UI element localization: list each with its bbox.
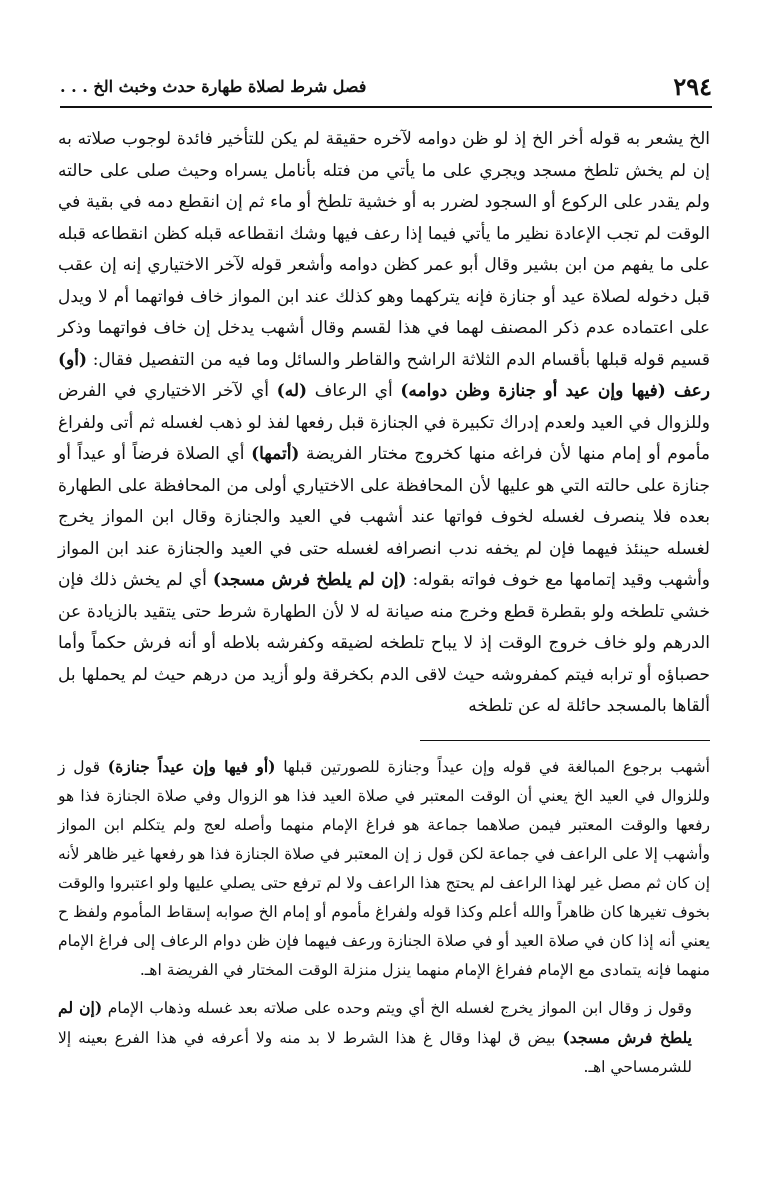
matn-quote: (إن لم يلطخ فرش مسجد) xyxy=(212,570,407,590)
text-run: قول ز وللزوال في العيد الخ يعني أن الوقت المعتبر في صلاة العيد فذا هو الزوال وفي صلاة الجنازة فذا هو رفعها والوقت المعتبر فيمن صلاهما جماعة هو فراغ الإمام منهما وأصله لعج ولم يتكلم ابن المواز وأشهب إلا على الراعف في جماعة لكن قول ز إن المعتبر في صلاة الجنازة فذا هو رفعها غير ظاهر لأنه إن كان ثم مصل غير لهذا الراعف لم يحتج هذا الراعف ولا لم ترفع حتى يصلي عليها ولو اعتبروا والوقت بخوف تغيرها كان ظاهراً والله أعلم وكذا قوله ولفراغ مأموم أو إمام الخ صوابه إسقاط المأموم ولفظ ح يعني أنه إذا كان في صلاة العيد أو في صلاة الجنازة ورعف فيهما فإن ظن دوام الرعاف إلى فراغ الإمام منهما فإنه يتمادى مع الإمام ففراغ الإمام منهما ينزل منزلة الوقت المختار في الفريضة اهـ. xyxy=(58,758,710,979)
matn-quote: (أو) رعف (فيها وإن عيد أو جنازة وظن دوامه) xyxy=(58,349,710,401)
matn-quote: (أو فيها وإن عيداً جنازة) xyxy=(107,757,276,776)
page-header xyxy=(60,70,712,110)
text-run: أشهب برجوع المبالغة في قوله وإن عيداً وجنازة للصورتين قبلها xyxy=(275,758,710,776)
text-run: أي الرعاف xyxy=(307,381,401,401)
text-run: بيض ق لهذا وقال غ هذا الشرط لا بد منه ولا أعرفه في هذا الفرع بعينه إلا للشرمساحي اهـ. xyxy=(58,1029,692,1076)
text-run: أي الصلاة فرضاً أو عيداً أو جنازة على حالته التي هو عليها لأن المحافظة على الاختياري أولى من المحافظة على الطهارة بعده فلا ينصرف لغسله لخوف فواتها عند أشهب في العيد والجنازة وقال ابن المواز يخرج لغسله حينئذ فيهما فإن لم يخفه ندب انصرافه لغسله حتى في العيد والجنازة عند ابن المواز وأشهب وقيد إتمامها مع خوف فواته بقوله: xyxy=(58,444,711,590)
text-run: أي لآخر الاختياري في الفرض وللزوال في العيد ولعدم إدراك تكبيرة في الجنازة قبل رفعها لفذ لو ذهب لغسله ثم أتى ولفراغ مأموم أو إمام منها لأن فراغه منها كخروج مختار الفريضة xyxy=(58,381,710,464)
matn-quote: (له) xyxy=(276,381,308,401)
main-text xyxy=(58,124,710,723)
text-run: أي لم يخش ذلك فإن خشي تلطخه ولو بقطرة قطع وخرج منه صيانة له لا لأن الطهارة شرط حتى يتقيد بالزيادة عن الدرهم ولو خاف خروج الوقت إذ لا يباح تلطخه لضيقه وكفرشه بلاطه أو أنه فرش حكماً وأما حصباؤه أو ترابه فيتم كمفروشه حيث لاقى الدم بكخرقة ولو أزيد من درهم حيث لم يحملها بل ألقاها بالمسجد حائلة له عن تلطخه xyxy=(58,570,710,716)
text-run: وقول ز وقال ابن المواز يخرج لغسله الخ أي ويتم وحده على صلاته بعد غسله وذهاب الإمام xyxy=(102,999,692,1017)
matn-quote: (أتمها) xyxy=(251,444,300,464)
footnotes xyxy=(58,752,710,1082)
header-rule xyxy=(60,106,712,108)
footnote-paragraph xyxy=(58,752,710,985)
page-number: ٢٩٤ xyxy=(673,72,712,101)
matn-quote: (إن لم يلطخ فرش مسجد) xyxy=(58,998,692,1047)
footnote-paragraph xyxy=(58,993,710,1082)
main-paragraph xyxy=(58,124,710,723)
text-run: الخ يشعر به قوله أخر الخ إذ لو ظن دوامه لآخره حقيقة لم يكن للتأخير فائدة لوجوب صلاته به إن لم يخش تلطخ مسجد ويجري على ما يأتي من فتله بأنامل يسراه وحيث صلى على حالته ولم يقدر على الركوع أو السجود لضرر به أو خشية تلطخ أو ماء ثم إن انقطع دمه في بقية في الوقت لم تجب الإعادة نظير ما يأتي فيما إذا رعف فيها وشك انقطاعه قبله كظن انقطاعه قبله على ما يفهم من ابن بشير وقال أبو عمر كظن دوامه وأشعر قوله لآخر الاختياري إنه إن عقب قبل دخوله لصلاة عيد أو جنازة فإنه يتركهما وهو كذلك عند ابن المواز خاف فواتهما أم لا ويدل على اعتماده عدم ذكر المصنف لهما في هذا لقسم وقال أشهب يدخل إن خاف فواتهما وذكر قسيم قوله قبلها بأقسام الدم الثلاثة الراشح والقاطر والسائل وما فيه من التفصيل فقال: xyxy=(58,129,710,370)
footnote-separator xyxy=(420,740,710,741)
running-title: فصل شرط لصلاة طهارة حدث وخبث الخ . . . xyxy=(60,77,367,96)
